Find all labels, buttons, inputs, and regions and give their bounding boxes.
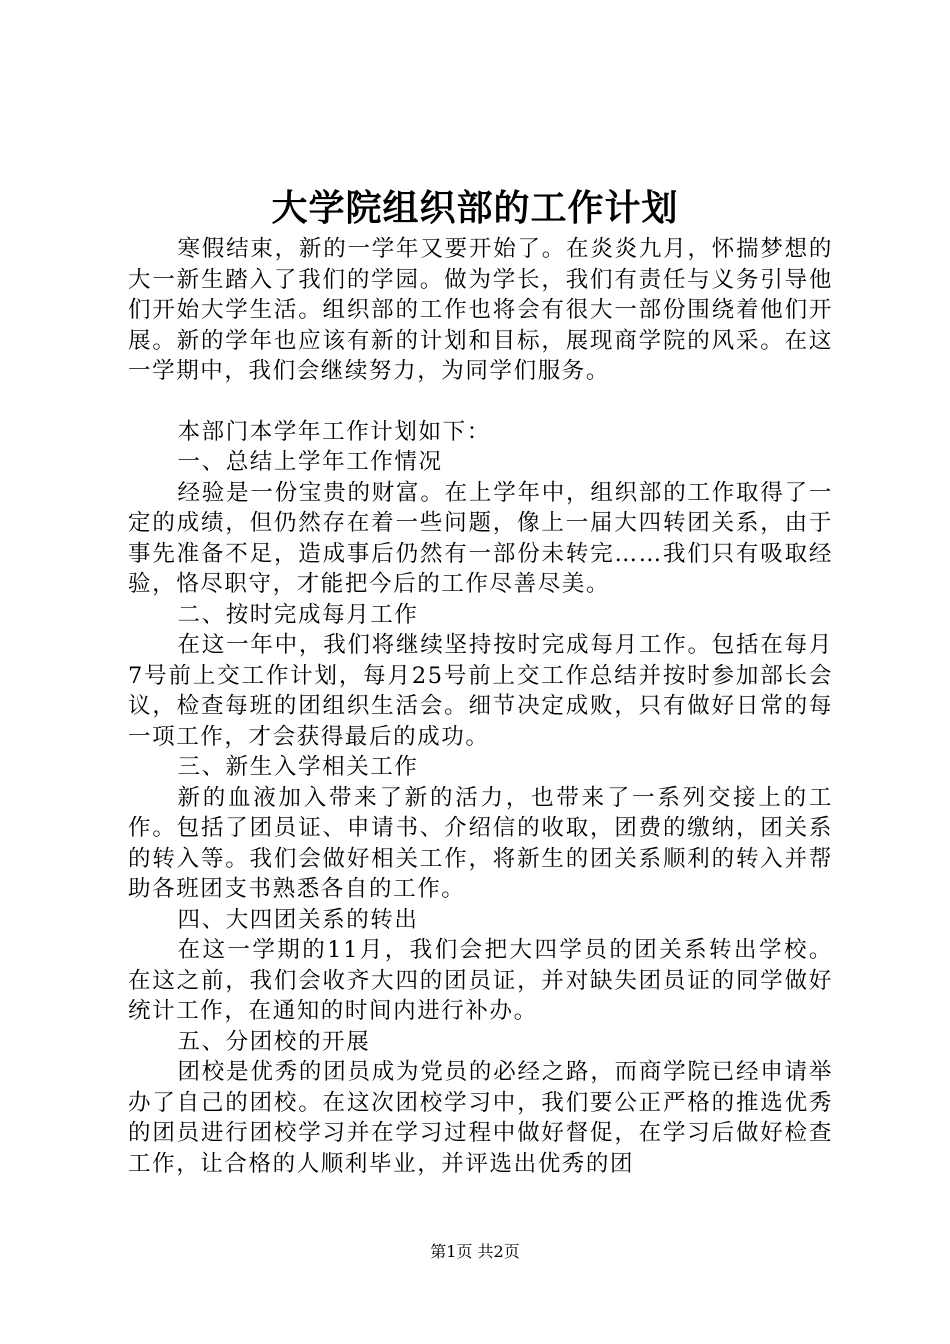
paragraph-section-1: 经验是一份宝贵的财富。在上学年中，组织部的工作取得了一定的成绩，但仍然存在着一些问题，像上一届大四转团关系，由于事先准备不足，造成事后仍然有一部份未转完……我们只有吸取经验，恪尽职守，才能把今后的工作尽善尽美。 — [128, 479, 833, 597]
section-heading-1: 一、总结上学年工作情况 — [177, 449, 443, 475]
section-heading-5: 五、分团校的开展 — [177, 1028, 371, 1055]
section-heading-3: 三、新生入学相关工作 — [177, 754, 419, 780]
paragraph-section-3: 新的血液加入带来了新的活力，也带来了一系列交接上的工作。包括了团员证、申请书、介绍信的收取，团费的缴纳，团关系的转入等。我们会做好相关工作，将新生的团关系顺利的转入并帮助各班团支书熟悉各自的工作。 — [128, 784, 833, 902]
paragraph-plan-lead: 本部门本学年工作计划如下： — [177, 418, 491, 445]
paragraph-intro: 寒假结束，新的一学年又要开始了。在炎炎九月，怀揣梦想的大一新生踏入了我们的学园。做为学长，我们有责任与义务引导他们开始大学生活。组织部的工作也将会有很大一部份围绕着他们开展。新的学年也应该有新的计划和目标，展现商学院的风采。在这一学期中，我们会继续努力，为同学们服务。 — [128, 236, 833, 384]
page-number-footer: 第1页 共2页 — [430, 1242, 520, 1261]
document-body — [128, 234, 833, 1179]
paragraph-section-2: 在这一年中，我们将继续坚持按时完成每月工作。包括在每月7号前上交工作计划，每月25号前上交工作总结并按时参加部长会议，检查每班的团组织生活会。细节决定成败，只有做好日常的每一项工作，才会获得最后的成功。 — [128, 632, 833, 750]
paragraph-section-4: 在这一学期的11月，我们会把大四学员的团关系转出学校。在这之前，我们会收齐大四的团员证，并对缺失团员证的同学做好统计工作，在通知的时间内进行补办。 — [128, 937, 833, 1024]
section-heading-2: 二、按时完成每月工作 — [177, 601, 419, 628]
document-title: 大学院组织部的工作计划 — [271, 187, 679, 229]
section-heading-4: 四、大四团关系的转出 — [177, 906, 419, 933]
paragraph-section-5: 团校是优秀的团员成为党员的必经之路，而商学院已经申请举办了自己的团校。在这次团校学习中，我们要公正严格的推选优秀的团员进行团校学习并在学习过程中做好督促，在学习后做好检查工作，让合格的人顺利毕业，并评选出优秀的团 — [128, 1059, 833, 1177]
